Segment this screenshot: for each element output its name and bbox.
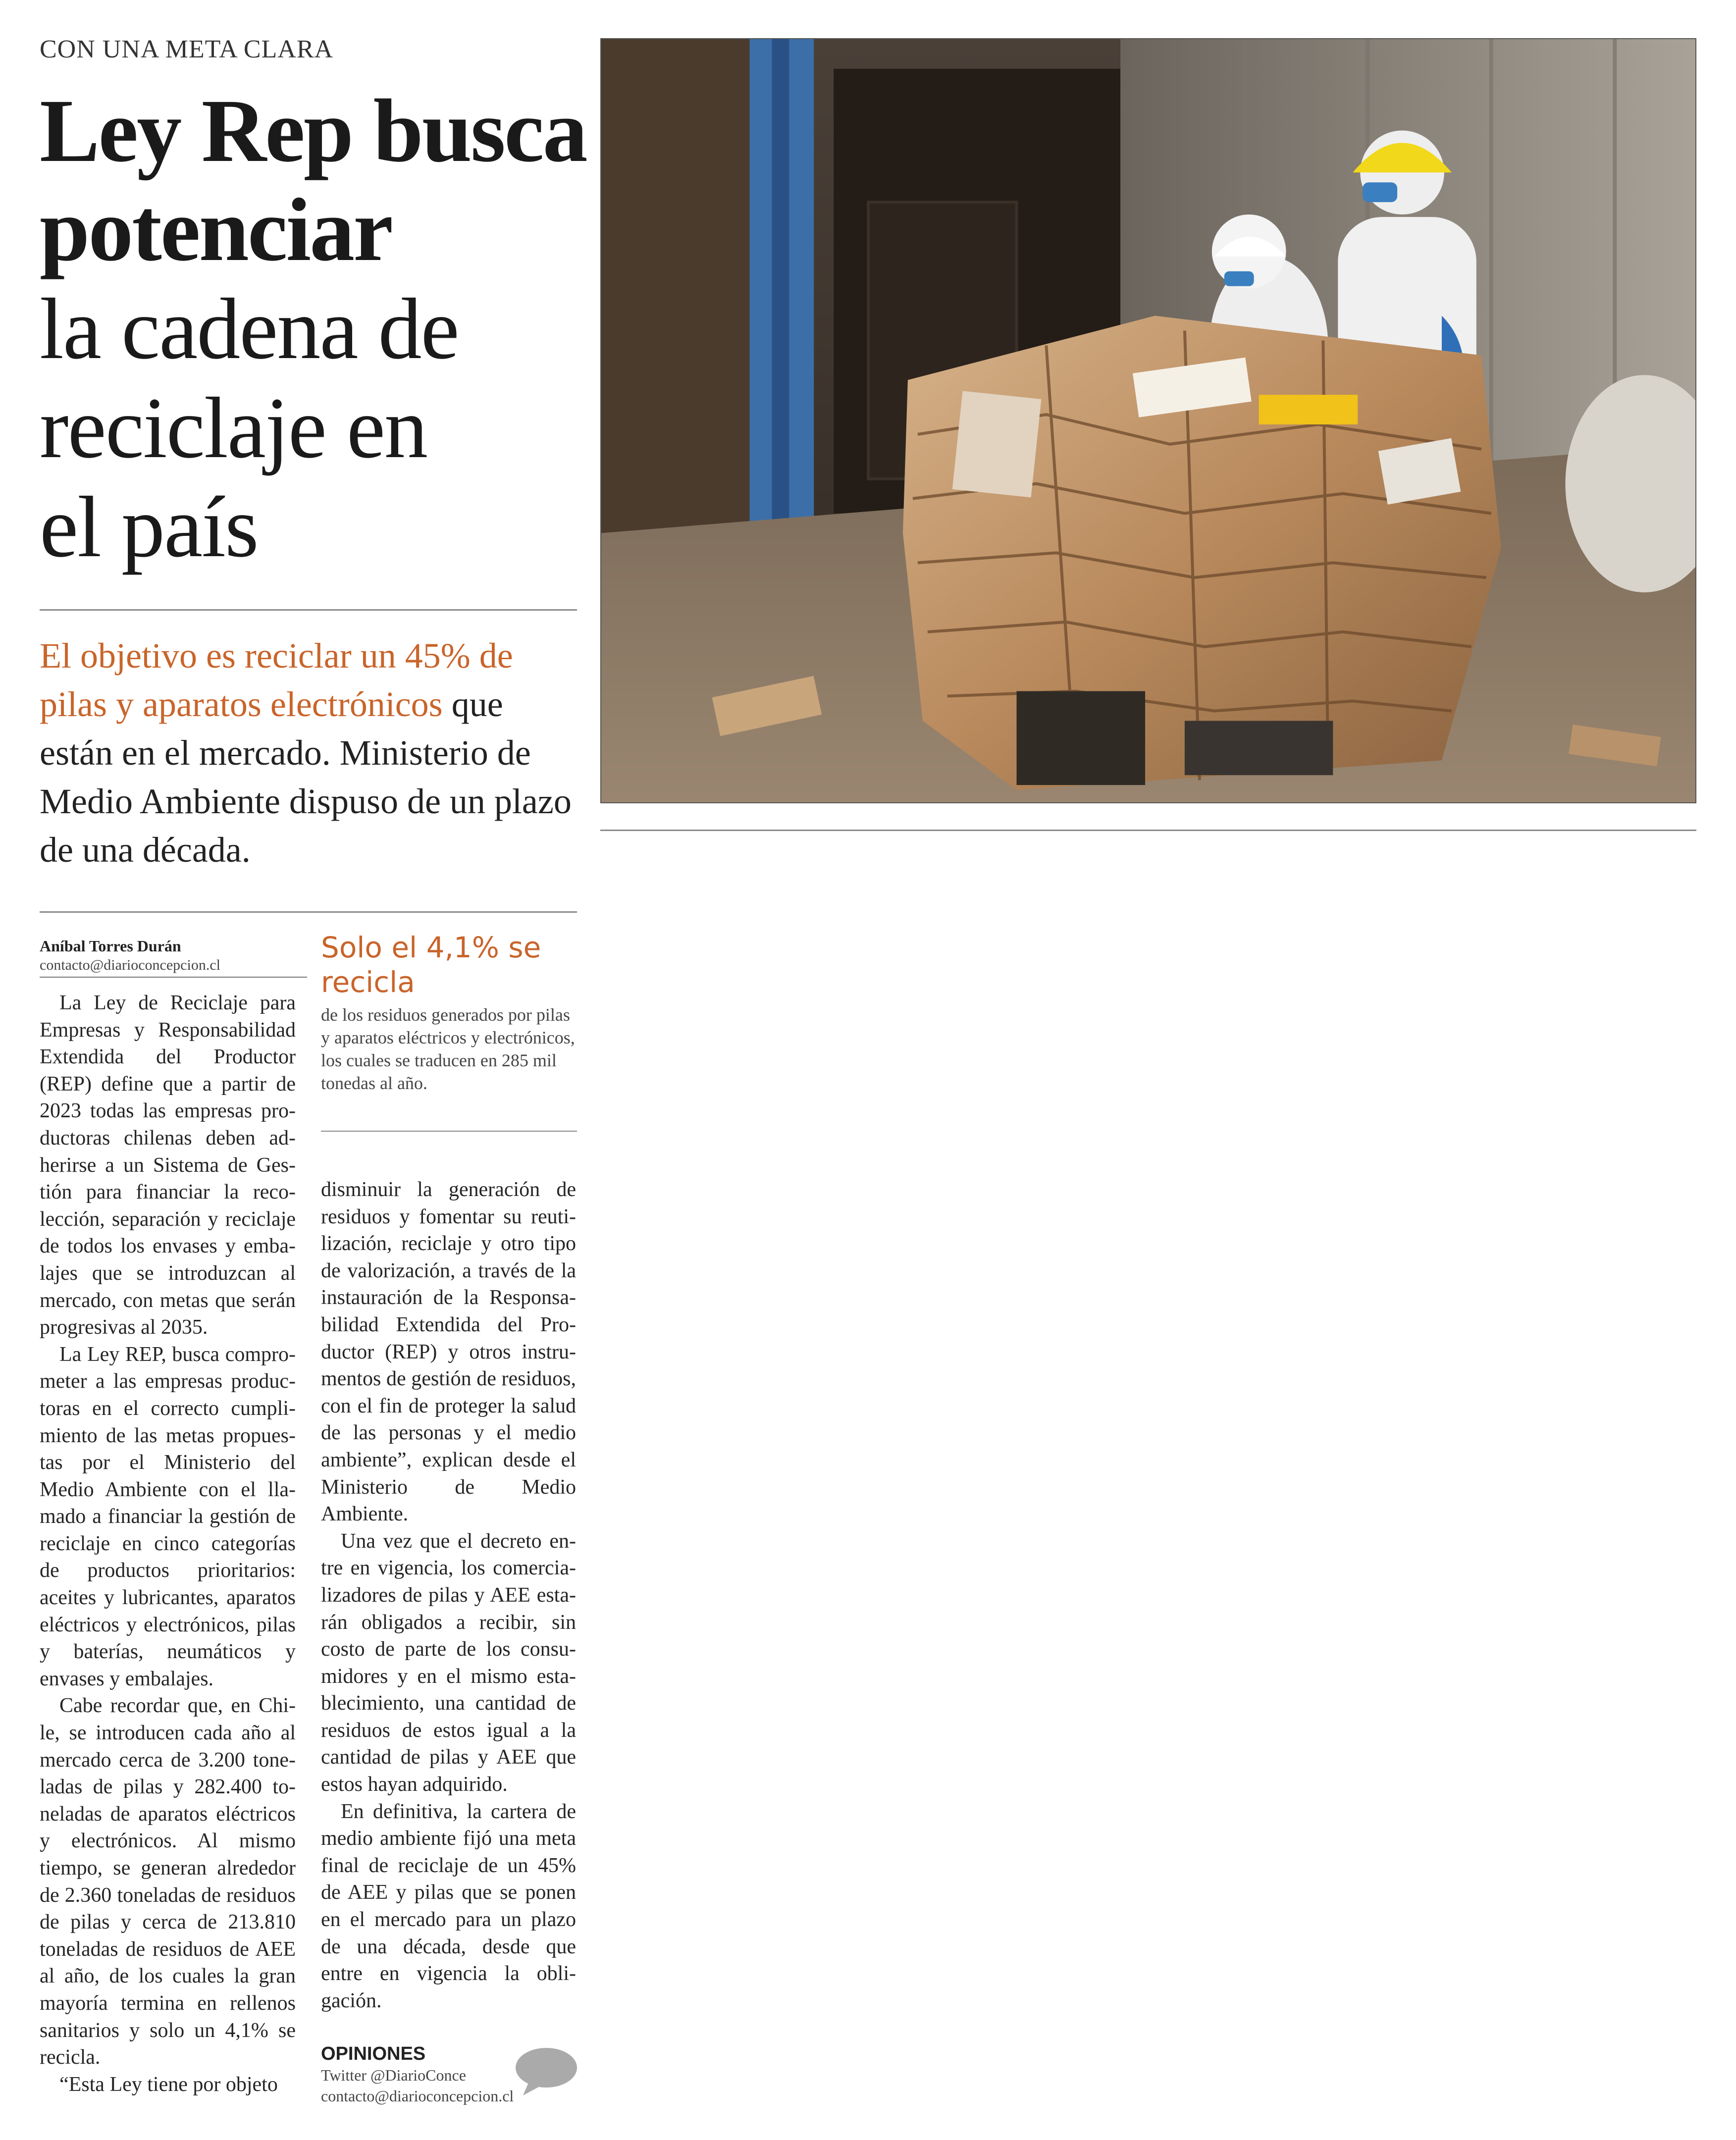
- body-paragraph: Una vez que el decreto entre en vigencia, los comercializadores de pilas y AEE estarán obligados a recibir, sin costo de parte de los consumidores y en el mismo establecimiento, una cantidad de residuos de estos igual a la cantidad de pilas y AEE que estos hayan adquirido.: [321, 1529, 576, 1796]
- headline-line-1: Ley Rep busca: [40, 81, 586, 181]
- callout-divider: [321, 1131, 577, 1132]
- body-column-1: [40, 990, 296, 2098]
- byline-underline: [40, 977, 307, 978]
- headline-divider: [40, 609, 577, 611]
- headline-line-4: reciclaje en: [40, 380, 427, 476]
- body-paragraph: En definitiva, la cartera de medio ambiente fijó una meta final de reciclaje de un 45% de AEE y pilas que se ponen en el mercado para un plazo de una década, desde que entre en vigencia la obligación.: [321, 1800, 576, 2012]
- opiniones-box: [321, 2043, 579, 2106]
- headline-line-2: potenciar: [40, 180, 392, 280]
- body-paragraph: Cabe recordar que, en Chile, se introducen cada año al mercado cerca de 3.200 toneladas de pilas y 282.400 toneladas de aparatos eléctricos y electrónicos. Al mismo tiempo, se generan alrededor de 2.360 toneladas de residuos de pilas y cerca de 213.810 toneladas de residuos de AEE al año, de los cuales la gran mayoría termina en rellenos sanitarios y solo un 4,1% se recicla.: [40, 1694, 296, 2069]
- body-paragraph: La Ley REP, busca comprometer a las empresas productoras en el correcto cumplimiento de las metas propuestas por el Ministerio del Medio Ambiente con el llamado a financiar la gestión de reciclaje en cinco categorías de productos prioritarios: aceites y lubricantes, aparatos eléctricos y electrónicos, pilas y baterías, neumáticos y envases y embalajes.: [40, 1343, 296, 1690]
- opiniones-twitter: Twitter @DiarioConce: [321, 2066, 466, 2084]
- photo-bottom-rule: [600, 830, 1696, 831]
- speech-bubble-icon: [514, 2047, 579, 2099]
- callout-headline: Solo el 4,1% se recicla: [321, 931, 541, 999]
- body-paragraph: La Ley de Reciclaje para Empresas y Responsabilidad Extendida del Productor (REP) define que a partir de 2023 todas las empresas productoras chilenas deben adherirse a un Sistema de Gestión para financiar la recolección, separación y reciclaje de todos los envases y embalajes que se introduzcan al mercado, con metas que serán progresivas al 2035.: [40, 992, 296, 1339]
- body-column-2: [321, 1176, 576, 2014]
- kicker: CON UNA META CLARA: [40, 35, 334, 63]
- headline-line-5: el país: [40, 479, 258, 575]
- deck: [40, 631, 577, 874]
- callout-text: de los residuos generados por pilas y aparatos eléctricos y electrónicos, los cuales se traducen en 285 mil tonedas al año.: [321, 1005, 575, 1093]
- opiniones-contact: contacto@diarioconcepcion.cl: [321, 2087, 514, 2105]
- byline-email: contacto@diarioconcepcion.cl: [40, 957, 220, 973]
- headline-line-3: la cadena de: [40, 281, 459, 377]
- opiniones-title: OPINIONES: [321, 2043, 426, 2064]
- deck-accent: El objetivo es reciclar un 45% de pilas y aparatos electrónicos: [40, 636, 513, 724]
- byline: [40, 936, 317, 978]
- body-paragraph: “Esta Ley tiene por objeto: [59, 2073, 278, 2096]
- deck-rest: que están en el mercado. Ministerio de Medio Ambiente dispuso de un plazo de una década.: [40, 684, 572, 870]
- article-photo: [600, 38, 1696, 803]
- body-paragraph: disminuir la generación de residuos y fomentar su reutilización, reciclaje y otro tipo de valorización, a través de la instauración de la Responsabilidad Extendida del Productor (REP) y otros instrumentos de gestión de residuos, con el fin de proteger la salud de las personas y el medio ambiente”, explican desde el Ministerio de Medio Ambiente.: [321, 1178, 576, 1526]
- headline: [40, 82, 584, 577]
- callout: [321, 930, 579, 1095]
- byline-author: Aníbal Torres Durán: [40, 937, 181, 955]
- deck-divider: [40, 911, 577, 913]
